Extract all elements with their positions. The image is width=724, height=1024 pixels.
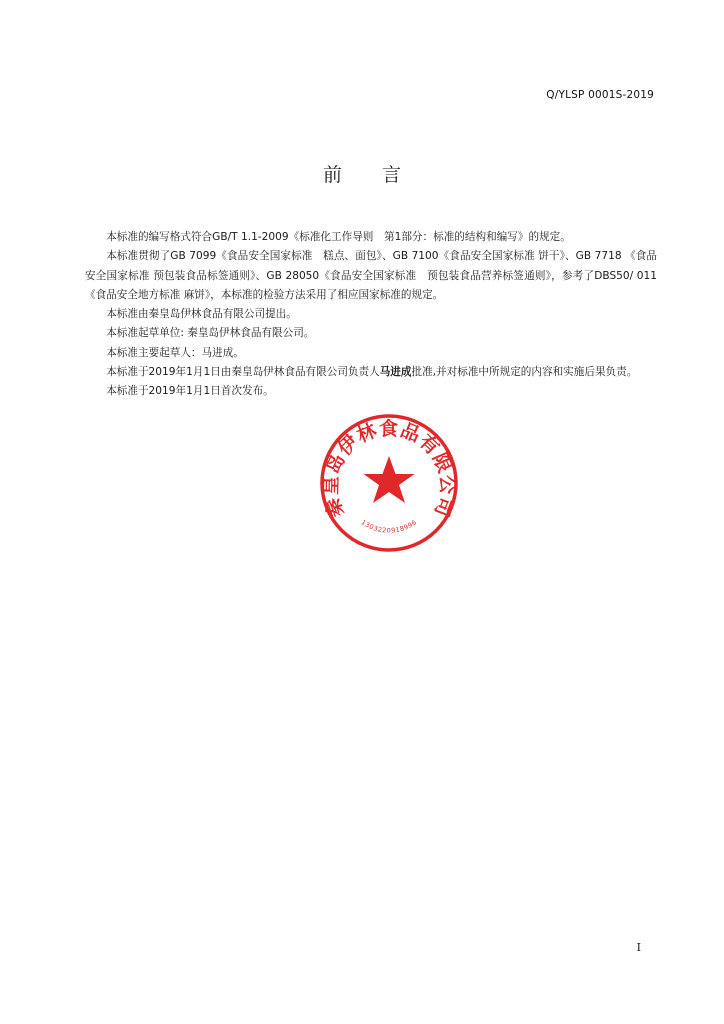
paragraph-references: 本标准贯彻了GB 7099《食品安全国家标准 糕点、面包》、GB 7100《食品安全国家标准 饼干》、GB 7718 《食品安全国家标准 预包装食品标签通则》、GB 28050《食品安全国家标准 预包装食品营养标签通则》，参考了DBS50/ 011《食品安全地方标准 麻饼》，本标准的检验方法采用了相应国家标准的规定。: [85, 250, 657, 301]
paragraph-format: 本标准的编写格式符合GB/T 1.1-2009《标准化工作导则 第1部分：标准的结构和编写》的规定。: [106, 231, 571, 243]
document-code: Q/YLSP 0001S-2019: [546, 89, 654, 101]
approval-text-before: 本标准于2019年1月1日由秦皇岛伊林食品有限公司负责人: [106, 366, 380, 379]
page-number: I: [636, 941, 641, 954]
title-char-1: 前: [322, 164, 342, 186]
paragraph-approval: [85, 363, 657, 382]
paragraph-release: 本标准于2019年1月1日首次发布。: [106, 385, 274, 398]
title-char-2: 言: [382, 164, 402, 186]
paragraph-proposer: 本标准由秦皇岛伊林食品有限公司提出。: [106, 308, 297, 321]
paragraph-drafter: 本标准主要起草人：马进成。: [106, 346, 244, 359]
approval-text-after: 批准,并对标准中所规定的内容和实施后果负责。: [411, 366, 638, 379]
section-title: [0, 160, 724, 187]
seal-number-text: 1303220918996: [359, 518, 419, 535]
seal-star-icon: [364, 456, 415, 503]
paragraph-drafting-unit: 本标准起草单位: 秦皇岛伊林食品有限公司。: [106, 327, 315, 340]
foreword-body: [85, 228, 657, 402]
seal-company-text: 秦皇岛伊林食品有限公司: [319, 417, 459, 521]
company-seal: [318, 412, 460, 554]
approver-name: 马进成: [379, 366, 412, 379]
